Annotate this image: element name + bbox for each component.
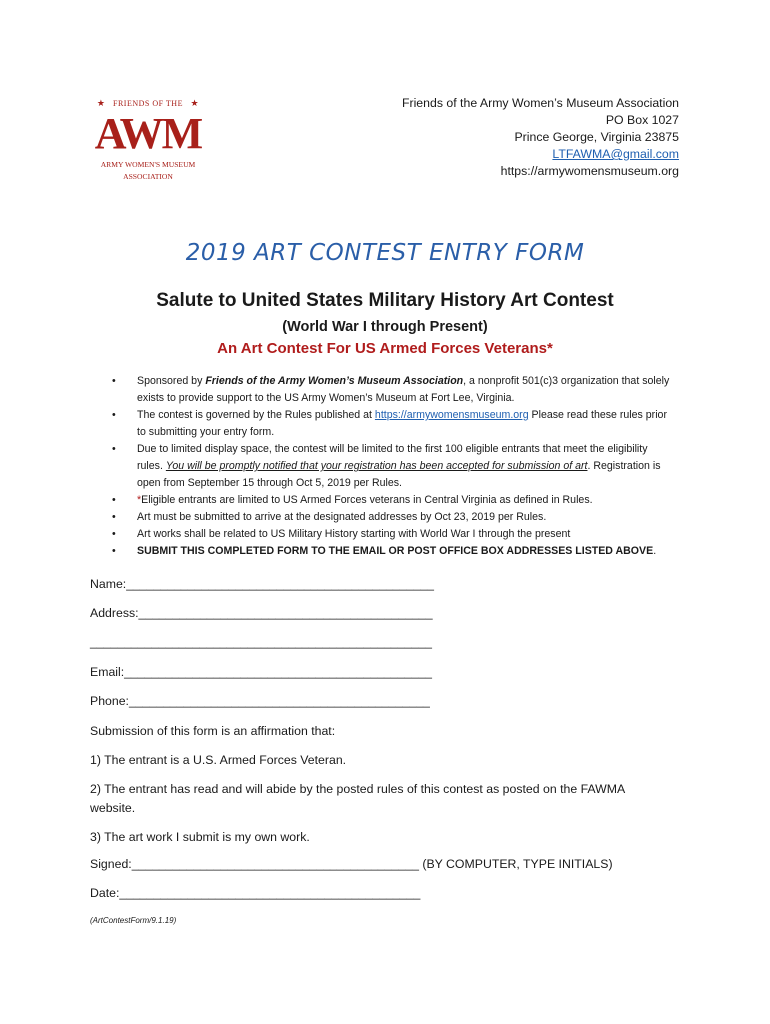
phone-field[interactable]: Phone:____________________________________________ (90, 694, 430, 708)
awm-logo (88, 98, 208, 186)
sub-title: (World War I through Present) (282, 319, 488, 335)
bullet-text: . Registration is open from September 15 through Oct 5, 2019 per Rules. (137, 460, 661, 489)
list-item (112, 492, 672, 509)
address-field[interactable]: Address:___________________________________________ (90, 606, 433, 620)
logo-line1: ARMY WOMEN'S MUSEUM (100, 160, 196, 169)
bullet-text: Please read these rules prior to submitting your entry form. (137, 409, 667, 438)
form-title: 2019 ART CONTEST ENTRY FORM (185, 240, 585, 266)
sponsor-name: Friends of the Army Women’s Museum Association (205, 375, 464, 387)
bullet-icon: • (112, 545, 116, 557)
bullet-icon: • (112, 528, 116, 540)
email-field[interactable]: Email:_____________________________________________ (90, 665, 432, 679)
org-name: Friends of the Army Women’s Museum Association (401, 96, 679, 110)
logo-friends-label: FRIENDS OF THE (113, 99, 183, 108)
email-link[interactable]: LTFAWMA@gmail.com (552, 147, 679, 161)
submit-instruction: SUBMIT THIS COMPLETED FORM TO THE EMAIL OR POST OFFICE BOX ADDRESSES LISTED ABOVE (137, 545, 654, 557)
signed-field[interactable]: Signed:__________________________________________ (BY COMPUTER, TYPE INITIALS) (90, 857, 613, 871)
notification-note: You will be promptly notified that your registration has been accepted for submission of art (165, 460, 588, 472)
affirmation-1: 1) The entrant is a U.S. Armed Forces Veteran. (90, 753, 347, 767)
list-item (112, 526, 672, 543)
bullet-icon: • (112, 443, 116, 455)
logo-line2: ASSOCIATION (123, 172, 173, 181)
bullet-text: , a nonprofit 501(c)3 organization that solely exists to provide support to the US Army Women’s Museum at Fort Lee, Virginia. (137, 375, 670, 404)
bullet-text: Due to limited display space, the contest will be limited to the first 100 eligible entrants that meet the eligibility rules. (137, 443, 648, 472)
bullet-text: The contest is governed by the Rules published at (137, 409, 375, 421)
list-item (112, 509, 672, 526)
bullet-text: Art works shall be related to US Military History starting with World War I through the present (137, 528, 571, 540)
affirmation-3: 3) The art work I submit is my own work. (90, 830, 310, 844)
logo-top-text (88, 98, 208, 109)
list-item (112, 407, 672, 441)
list-item (112, 373, 672, 407)
bullet-icon: • (112, 409, 116, 421)
list-item (112, 441, 672, 492)
bullet-text: Sponsored by (137, 375, 206, 387)
star-icon: ★ (190, 98, 200, 108)
star-icon: ★ (96, 98, 106, 108)
address-block (402, 95, 679, 180)
list-item (112, 543, 672, 560)
website: https://armywomensmuseum.org (500, 164, 679, 178)
rules-link[interactable]: https://armywomensmuseum.org (374, 409, 529, 421)
form-version-note: (ArtContestForm/9.1.19) (90, 916, 177, 925)
main-title: Salute to United States Military History Art Contest (156, 290, 614, 311)
bullet-text: Art must be submitted to arrive at the designated addresses by Oct 23, 2019 per Rules. (137, 511, 547, 523)
asterisk: * (137, 494, 142, 506)
veterans-title: An Art Contest For US Armed Forces Veterans* (217, 340, 553, 357)
date-field[interactable]: Date:____________________________________________ (90, 886, 421, 900)
po-box: PO Box 1027 (605, 113, 679, 127)
city-line: Prince George, Virginia 23875 (514, 130, 679, 144)
bullet-text: . (653, 545, 657, 557)
affirmation-intro: Submission of this form is an affirmation that: (90, 724, 336, 738)
logo-mark: AWM (94, 109, 202, 158)
bullet-text: Eligible entrants are limited to US Armed Forces veterans in Central Virginia as defined in Rules. (141, 494, 593, 506)
affirmation-2: 2) The entrant has read and will abide by the posted rules of this contest as posted on the FAWMA website. (90, 782, 625, 815)
name-field[interactable]: Name:_____________________________________________ (90, 577, 434, 591)
bullet-icon: • (112, 494, 116, 506)
bullet-icon: • (112, 511, 116, 523)
bullet-icon: • (112, 375, 116, 387)
rules-list (112, 373, 672, 560)
address-field-line2[interactable]: __________________________________________________ (90, 635, 432, 649)
